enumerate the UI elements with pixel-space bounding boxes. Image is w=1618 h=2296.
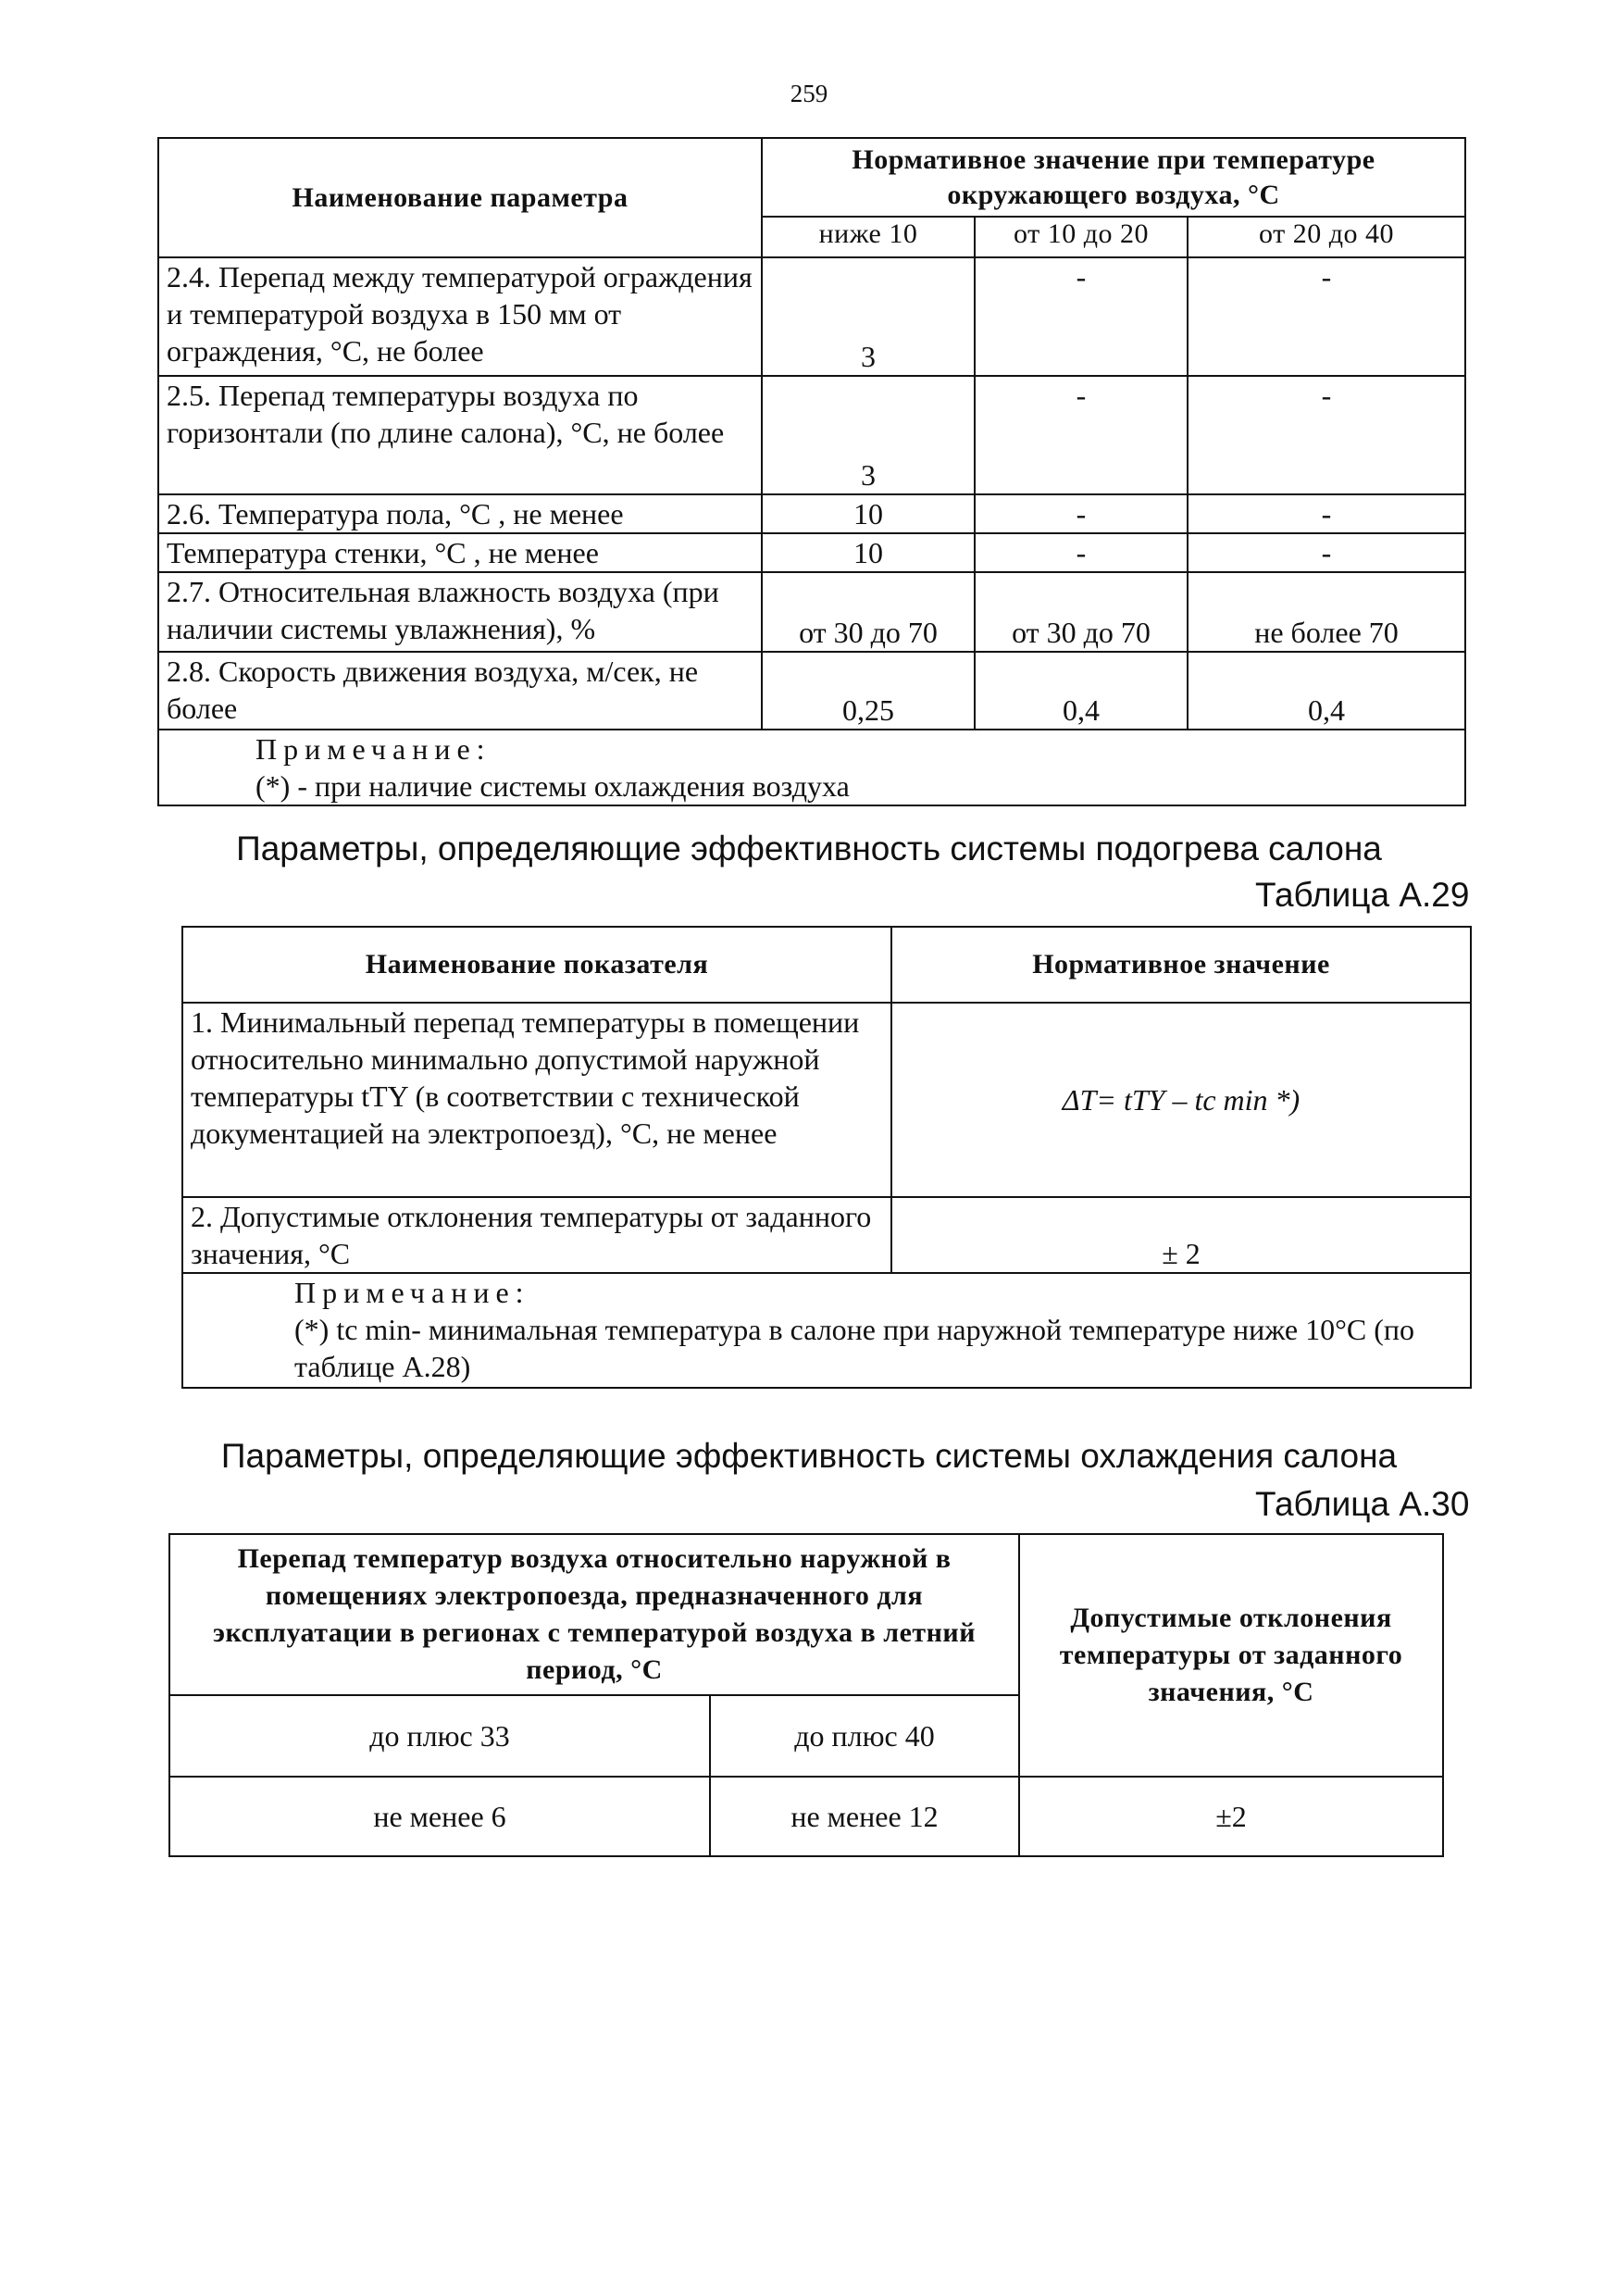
table-row (182, 1197, 1471, 1273)
note-title: Примечание: (294, 1276, 530, 1309)
table-row (158, 494, 1465, 533)
row-value: 10 (762, 494, 975, 533)
row-value: - (975, 494, 1188, 533)
table-note (182, 1273, 1471, 1388)
subheader-20-40: от 20 до 40 (1188, 217, 1465, 257)
row-name: 2.6. Температура пола, °С , не менее (158, 494, 762, 533)
table-caption-a29: Таблица А.29 (1255, 876, 1470, 914)
table-row (158, 376, 1465, 494)
row-value: 10 (762, 533, 975, 572)
subheader-below-10: ниже 10 (762, 217, 975, 257)
parameters-table-a28 (157, 137, 1466, 806)
row-value: 0,25 (762, 652, 975, 730)
header-normative-value: Нормативное значение (891, 927, 1471, 1003)
row-value: - (1188, 257, 1465, 376)
table-row (158, 257, 1465, 376)
row-name: 2.8. Скорость движения воздуха, м/сек, не более (158, 652, 762, 730)
row-value: от 30 до 70 (762, 572, 975, 652)
table-note (158, 730, 1465, 805)
row-value: - (1188, 376, 1465, 494)
table-caption-a30: Таблица А.30 (1255, 1485, 1470, 1523)
row-name: 2.5. Перепад температуры воздуха по горизонтали (по длине салона), °С, не более (158, 376, 762, 494)
value-deviation: ±2 (1019, 1777, 1443, 1856)
row-name: 2. Допустимые отклонения температуры от заданного значения, °С (182, 1197, 891, 1273)
row-name: 2.4. Перепад между температурой ограждения и температурой воздуха в 150 мм от ограждения, °С, не более (158, 257, 762, 376)
row-value: 0,4 (1188, 652, 1465, 730)
row-name: 2.7. Относительная влажность воздуха (при наличии системы увлажнения), % (158, 572, 762, 652)
row-value: ± 2 (891, 1197, 1471, 1273)
row-name: Температура стенки, °С , не менее (158, 533, 762, 572)
cooling-table-a30 (168, 1533, 1444, 1857)
subheader-plus-33: до плюс 33 (169, 1695, 710, 1777)
row-value: - (1188, 533, 1465, 572)
table-row (182, 1003, 1471, 1197)
row-value: от 30 до 70 (975, 572, 1188, 652)
note-title: Примечание: (255, 732, 492, 766)
subheader-plus-40: до плюс 40 (710, 1695, 1019, 1777)
formula-value: ΔT= tTY – tc min *) (891, 1003, 1471, 1197)
table-row (158, 533, 1465, 572)
row-value: - (975, 376, 1188, 494)
row-value: - (1188, 494, 1465, 533)
table-row (158, 652, 1465, 730)
table-row (158, 572, 1465, 652)
note-text: (*) - при наличие системы охлаждения воздуха (255, 769, 850, 803)
section-title-cooling: Параметры, определяющие эффективность системы охлаждения салона (220, 1437, 1398, 1475)
header-allowed-deviation: Допустимые отклонения температуры от заданного значения, °С (1019, 1534, 1443, 1777)
row-value: 0,4 (975, 652, 1188, 730)
row-value: 3 (762, 376, 975, 494)
header-temperature-difference: Перепад температур воздуха относительно наружной в помещениях электропоезда, предназначенного для эксплуатации в регионах с температурой воздуха в летний период, °С (169, 1534, 1019, 1695)
row-value: - (975, 533, 1188, 572)
heating-table-a29 (181, 926, 1472, 1389)
row-name (182, 1003, 891, 1197)
header-parameter-name: Наименование параметра (158, 138, 762, 257)
page-number: 259 (790, 80, 828, 107)
row1-text: 1. Минимальный перепад температуры в помещении относительно минимально допустимой наружной температуры tTY (в соответствии с технической документацией на электропоезд), °С, не менее (191, 1005, 860, 1150)
note-text: (*) tc min- минимальная температура в салоне при наружной температуре ниже 10°С (по таблице А.28) (294, 1313, 1415, 1383)
table-note-row (158, 730, 1465, 805)
header-normative-value: Нормативное значение при температуре окружающего воздуха, °С (762, 138, 1465, 217)
subheader-10-20: от 10 до 20 (975, 217, 1188, 257)
row-value: - (975, 257, 1188, 376)
row-value: 3 (762, 257, 975, 376)
table-row (169, 1777, 1443, 1856)
value-plus-33: не менее 6 (169, 1777, 710, 1856)
row-value: не более 70 (1188, 572, 1465, 652)
header-indicator-name: Наименование показателя (182, 927, 891, 1003)
value-plus-40: не менее 12 (710, 1777, 1019, 1856)
section-title-heating: Параметры, определяющие эффективность системы подогрева салона (236, 830, 1382, 867)
table-note-row (182, 1273, 1471, 1388)
